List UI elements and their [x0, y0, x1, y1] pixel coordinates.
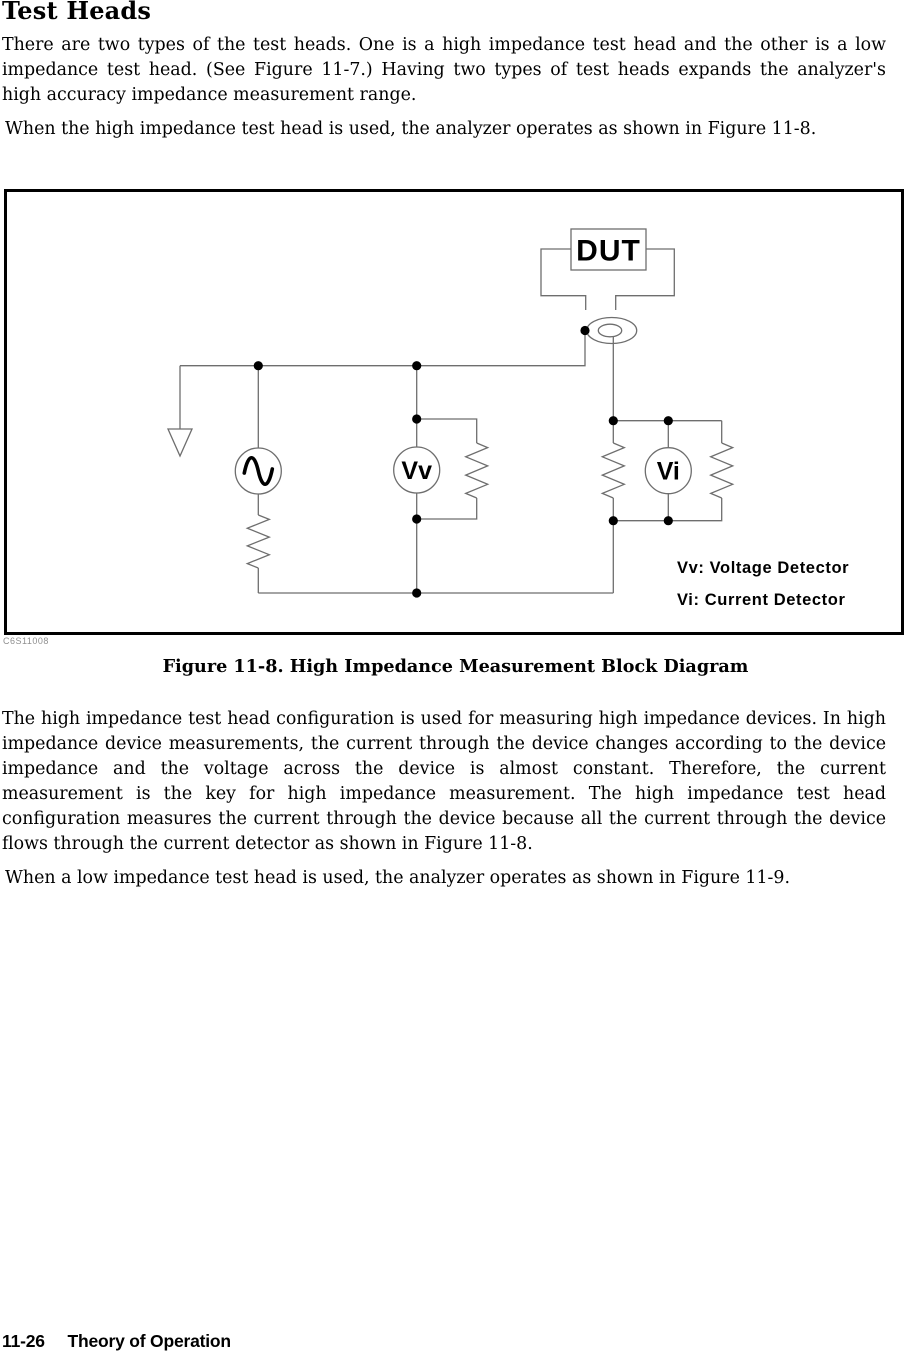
vv-resistor-top-link-wire	[417, 419, 477, 443]
vi-series-resistor	[602, 443, 624, 498]
junction-dot	[609, 516, 618, 525]
junction-dot	[580, 326, 589, 335]
transformer-toroid-inner-icon	[598, 324, 621, 337]
junction-dot	[412, 361, 421, 370]
junction-dot	[412, 414, 421, 423]
junction-dot	[664, 516, 673, 525]
paragraph-high-impedance-intro: When the high impedance test head is used, the analyzer operates as shown in Figure 11-8.	[5, 119, 817, 139]
junction-dot	[412, 588, 421, 597]
figure-11-8-diagram	[4, 189, 904, 635]
junction-dot	[412, 514, 421, 523]
source-resistor	[247, 515, 269, 568]
junction-dot	[609, 416, 618, 425]
vv-resistor-bottom-link-wire	[417, 498, 477, 519]
sine-wave-icon	[244, 458, 272, 485]
ground-arrow-icon	[168, 429, 192, 456]
transformer-toroid-icon	[587, 318, 637, 344]
vv-parallel-resistor	[466, 443, 488, 498]
legend-voltage-detector: Vv: Voltage Detector	[677, 559, 850, 577]
figure-code: C6S11008	[3, 636, 49, 646]
legend-current-detector: Vi: Current Detector	[677, 591, 846, 609]
current-detector-label: Vi	[656, 457, 680, 486]
vi-parallel-resistor	[711, 443, 733, 498]
page-footer	[2, 1331, 231, 1352]
page-title: Test Heads	[2, 0, 152, 25]
figure-caption: Figure 11-8. High Impedance Measurement Block Diagram	[162, 656, 749, 677]
junction-dot	[664, 416, 673, 425]
paragraph-intro: There are two types of the test heads. One is a high impedance test head and the other is a low impedance test head. (See Figure 11-7.) Having two types of test heads expands the analyzer's high accuracy impedance measurement range.	[2, 35, 886, 105]
voltage-detector-label: Vv	[401, 457, 432, 485]
footer-section-title: Theory of Operation	[67, 1331, 231, 1351]
footer-page-number: 11-26	[2, 1331, 45, 1351]
junction-dot	[254, 361, 263, 370]
top-bus-wire	[180, 331, 585, 366]
circuit-diagram	[5, 190, 902, 633]
paragraph-high-impedance-detail: The high impedance test head configuration is used for measuring high impedance devices. In high impedance device measurements, the current through the device changes according to the device impedance and the voltage across the device is almost constant. Therefore, the current measurement is the key for high impedance measurement. The high impedance test head configuration measures the current through the device because all the current through the device flows through the current detector as shown in Figure 11-8.	[2, 709, 886, 854]
paragraph-low-impedance-intro: When a low impedance test head is used, the analyzer operates as shown in Figure 11-9.	[5, 868, 790, 888]
dut-label: DUT	[576, 234, 641, 268]
